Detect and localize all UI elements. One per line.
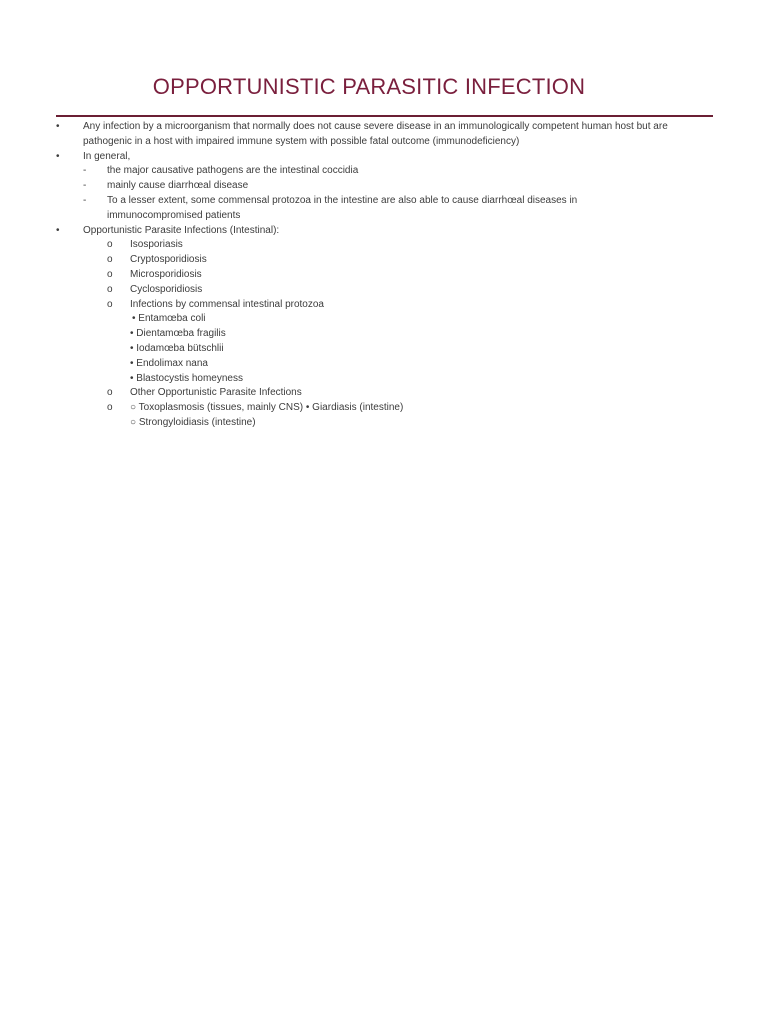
protozoa-item <box>56 357 716 372</box>
sub-list-item <box>56 268 716 283</box>
sub-list-item-text: Cyclosporidiosis <box>130 283 203 295</box>
sub-list-item-text: Microsporidiosis <box>130 268 202 280</box>
sub-list-item <box>56 253 716 268</box>
sub-list-item <box>56 401 716 416</box>
dash-marker: - <box>83 194 87 206</box>
protozoa-item <box>56 312 716 327</box>
sub-list-item-text: ○ Strongyloidiasis (intestine) <box>130 416 256 428</box>
dash-marker: - <box>83 180 87 192</box>
protozoa-item-text: • Blastocystis homeyness <box>130 372 243 384</box>
protozoa-item-text: • Iodamœba bütschlii <box>130 342 224 354</box>
sub-list-item-text: Other Opportunistic Parasite Infections <box>130 387 302 399</box>
document-body <box>56 120 716 431</box>
sub-list-item <box>56 194 716 224</box>
list-item-text: Opportunistic Parasite Infections (Intestinal): <box>83 224 280 236</box>
circle-marker: o <box>107 283 113 295</box>
sub-list-item <box>56 164 716 179</box>
sub-list-item-text: Infections by commensal intestinal protozoa <box>130 298 324 310</box>
list-item <box>56 120 716 150</box>
sub-list-item-continuation <box>56 416 716 431</box>
circle-marker: o <box>107 298 113 310</box>
circle-marker: o <box>107 254 113 266</box>
list-item-text: Any infection by a microorganism that normally does not cause severe disease in an immunologically competent human host but are pathogenic in a host with impaired immune system with possible fatal outcome (immunodeficiency) <box>83 121 668 147</box>
sub-list-item-text: the major causative pathogens are the intestinal coccidia <box>107 165 359 177</box>
sub-list-item-text: To a lesser extent, some commensal protozoa in the intestine are also able to cause diarrhœal diseases in immunocompromised patients <box>107 194 578 221</box>
sub-list-item-text: Isosporiasis <box>130 239 183 251</box>
protozoa-item-text: • Entamœba coli <box>132 313 206 325</box>
bullet-marker: • <box>56 121 60 132</box>
sub-list-item-text: mainly cause diarrhœal disease <box>107 180 249 192</box>
protozoa-item <box>56 342 716 357</box>
protozoa-item-text: • Dientamœba fragilis <box>130 328 226 340</box>
list-item-text: In general, <box>83 150 131 162</box>
sub-list-item <box>56 179 716 194</box>
circle-marker: o <box>107 387 113 399</box>
sub-list-item <box>56 238 716 253</box>
list-item <box>56 224 716 239</box>
sub-list-item-text: ○ Toxoplasmosis (tissues, mainly CNS) • Giardiasis (intestine) <box>130 402 404 414</box>
circle-marker: o <box>107 268 113 280</box>
list-item <box>56 150 716 165</box>
protozoa-item <box>56 327 716 342</box>
sub-list-item-text: Cryptosporidiosis <box>130 254 207 266</box>
sub-list-item <box>56 386 716 401</box>
bullet-marker: • <box>56 150 60 162</box>
circle-marker: o <box>107 239 113 251</box>
sub-list-item <box>56 298 716 313</box>
title-divider <box>56 115 713 117</box>
bullet-marker: • <box>56 224 60 236</box>
sub-list-item <box>56 283 716 298</box>
protozoa-item-text: • Endolimax nana <box>130 357 208 369</box>
protozoa-item <box>56 372 716 387</box>
dash-marker: - <box>83 165 87 177</box>
document-title: OPPORTUNISTIC PARASITIC INFECTION <box>152 74 586 99</box>
circle-marker: o <box>107 402 113 414</box>
